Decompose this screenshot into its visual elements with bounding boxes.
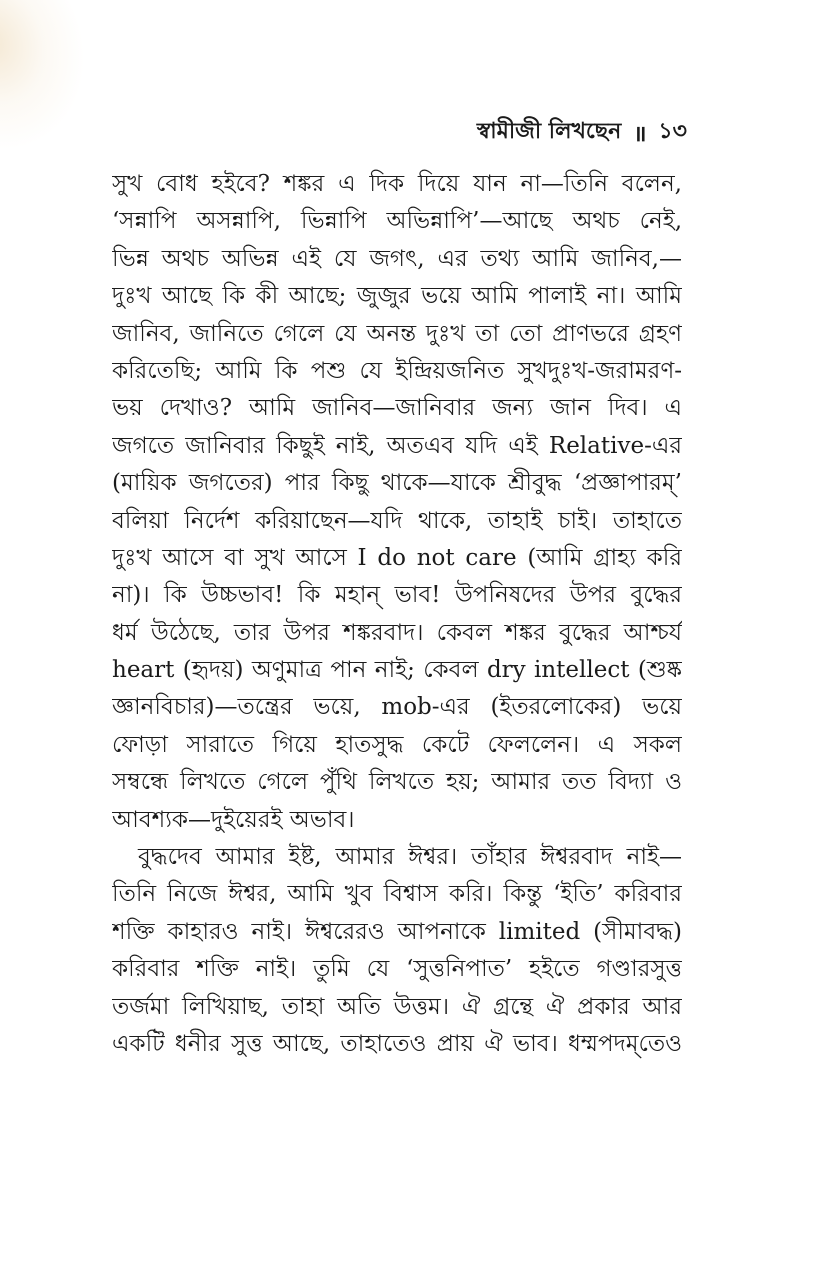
- text-line: (মায়িক জগতের) পার কিছু থাকে—যাকে শ্রীবুদ্ধ ‘প্রজ্ঞাপারম্’: [112, 470, 682, 497]
- text-line: তিনি নিজে ঈশ্বর, আমি খুব বিশ্বাস করি। কিন্তু ‘ইতি’ করিবার: [112, 881, 682, 908]
- text-line: শক্তি কাহারও নাই। ঈশ্বরেরও আপনাকে limited (সীমাবদ্ধ): [112, 918, 682, 945]
- text-line: ফোড়া সারাতে গিয়ে হাতসুদ্ধ কেটে ফেললেন। এ সকল: [112, 731, 682, 758]
- paragraph-end-line: আবশ্যক—দুইয়েরই অভাব।: [112, 806, 355, 833]
- text-line: করিতেছি; আমি কি পশু যে ইন্দ্রিয়জনিত সুখদুঃখ-জরামরণ-: [112, 357, 682, 384]
- text-line: একটি ধনীর সুত্ত আছে, তাহাতেও প্রায় ঐ ভাব। ধম্মপদম্‌তেও: [112, 1030, 682, 1057]
- text-line: তর্জমা লিখিয়াছ, তাহা অতি উত্তম। ঐ গ্রন্থে ঐ প্রকার আর: [112, 993, 682, 1020]
- text-line: বলিয়া নির্দেশ করিয়াছেন—যদি থাকে, তাহাই চাই। তাহাতে: [112, 507, 682, 534]
- text-line: ধর্ম উঠেছে, তার উপর শঙ্করবাদ। কেবল শঙ্কর বুদ্ধের আশ্চর্য: [112, 619, 682, 646]
- text-line: করিবার শক্তি নাই। তুমি যে ‘সুত্তনিপাত’ হইতে গণ্ডারসুত্ত: [112, 956, 682, 983]
- text-line: ভয় দেখাও? আমি জানিব—জানিবার জন্য জান দিব। এ: [112, 395, 682, 422]
- paragraph-start-line: বুদ্ধদেব আমার ইষ্ট, আমার ঈশ্বর। তাঁহার ঈশ্বরবাদ নাই—: [138, 844, 682, 871]
- text-line: দুঃখ আসে বা সুখ আসে I do not care (আমি গ্রাহ্য করি: [112, 544, 682, 571]
- text-line: না)। কি উচ্চভাব! কি মহান্ ভাব! উপনিষদের উপর বুদ্ধের: [112, 582, 682, 609]
- text-line: জানিব, জানিতে গেলে যে অনন্ত দুঃখ তা তো প্রাণভরে গ্রহণ: [112, 320, 682, 347]
- running-head: [477, 114, 687, 151]
- text-line: ভিন্ন অথচ অভিন্ন এই যে জগৎ, এর তথ্য আমি জানিব,—: [112, 245, 682, 272]
- text-line: ‘সন্নাপি অসন্নাপি, ভিন্নাপি অভিন্নাপি’—আছে অথচ নেই,: [112, 208, 682, 235]
- page-light-glare: [0, 0, 120, 160]
- page-number: ১৩: [658, 118, 687, 144]
- text-line: সুখ বোধ হইবে? শঙ্কর এ দিক দিয়ে যান না—তিনি বলেন,: [112, 171, 682, 197]
- text-line: সম্বন্ধে লিখতে গেলে পুঁথি লিখতে হয়; আমার তত বিদ্যা ও: [112, 769, 682, 796]
- running-head-title: স্বামীজী লিখছেন: [476, 118, 622, 144]
- body-text: [112, 166, 682, 1063]
- text-line: heart (হৃদয়) অণুমাত্র পান নাই; কেবল dry intellect (শুষ্ক: [112, 657, 682, 684]
- running-head-separator: ॥: [633, 120, 647, 147]
- text-line: জগতে জানিবার কিছুই নাই, অতএব যদি এই Relative-এর: [112, 432, 682, 459]
- text-line: দুঃখ আছে কি কী আছে; জুজুর ভয়ে আমি পালাই না। আমি: [112, 283, 682, 310]
- text-line: জ্ঞানবিচার)—তন্ত্রের ভয়ে, mob-এর (ইতরলোকের) ভয়ে: [112, 694, 682, 721]
